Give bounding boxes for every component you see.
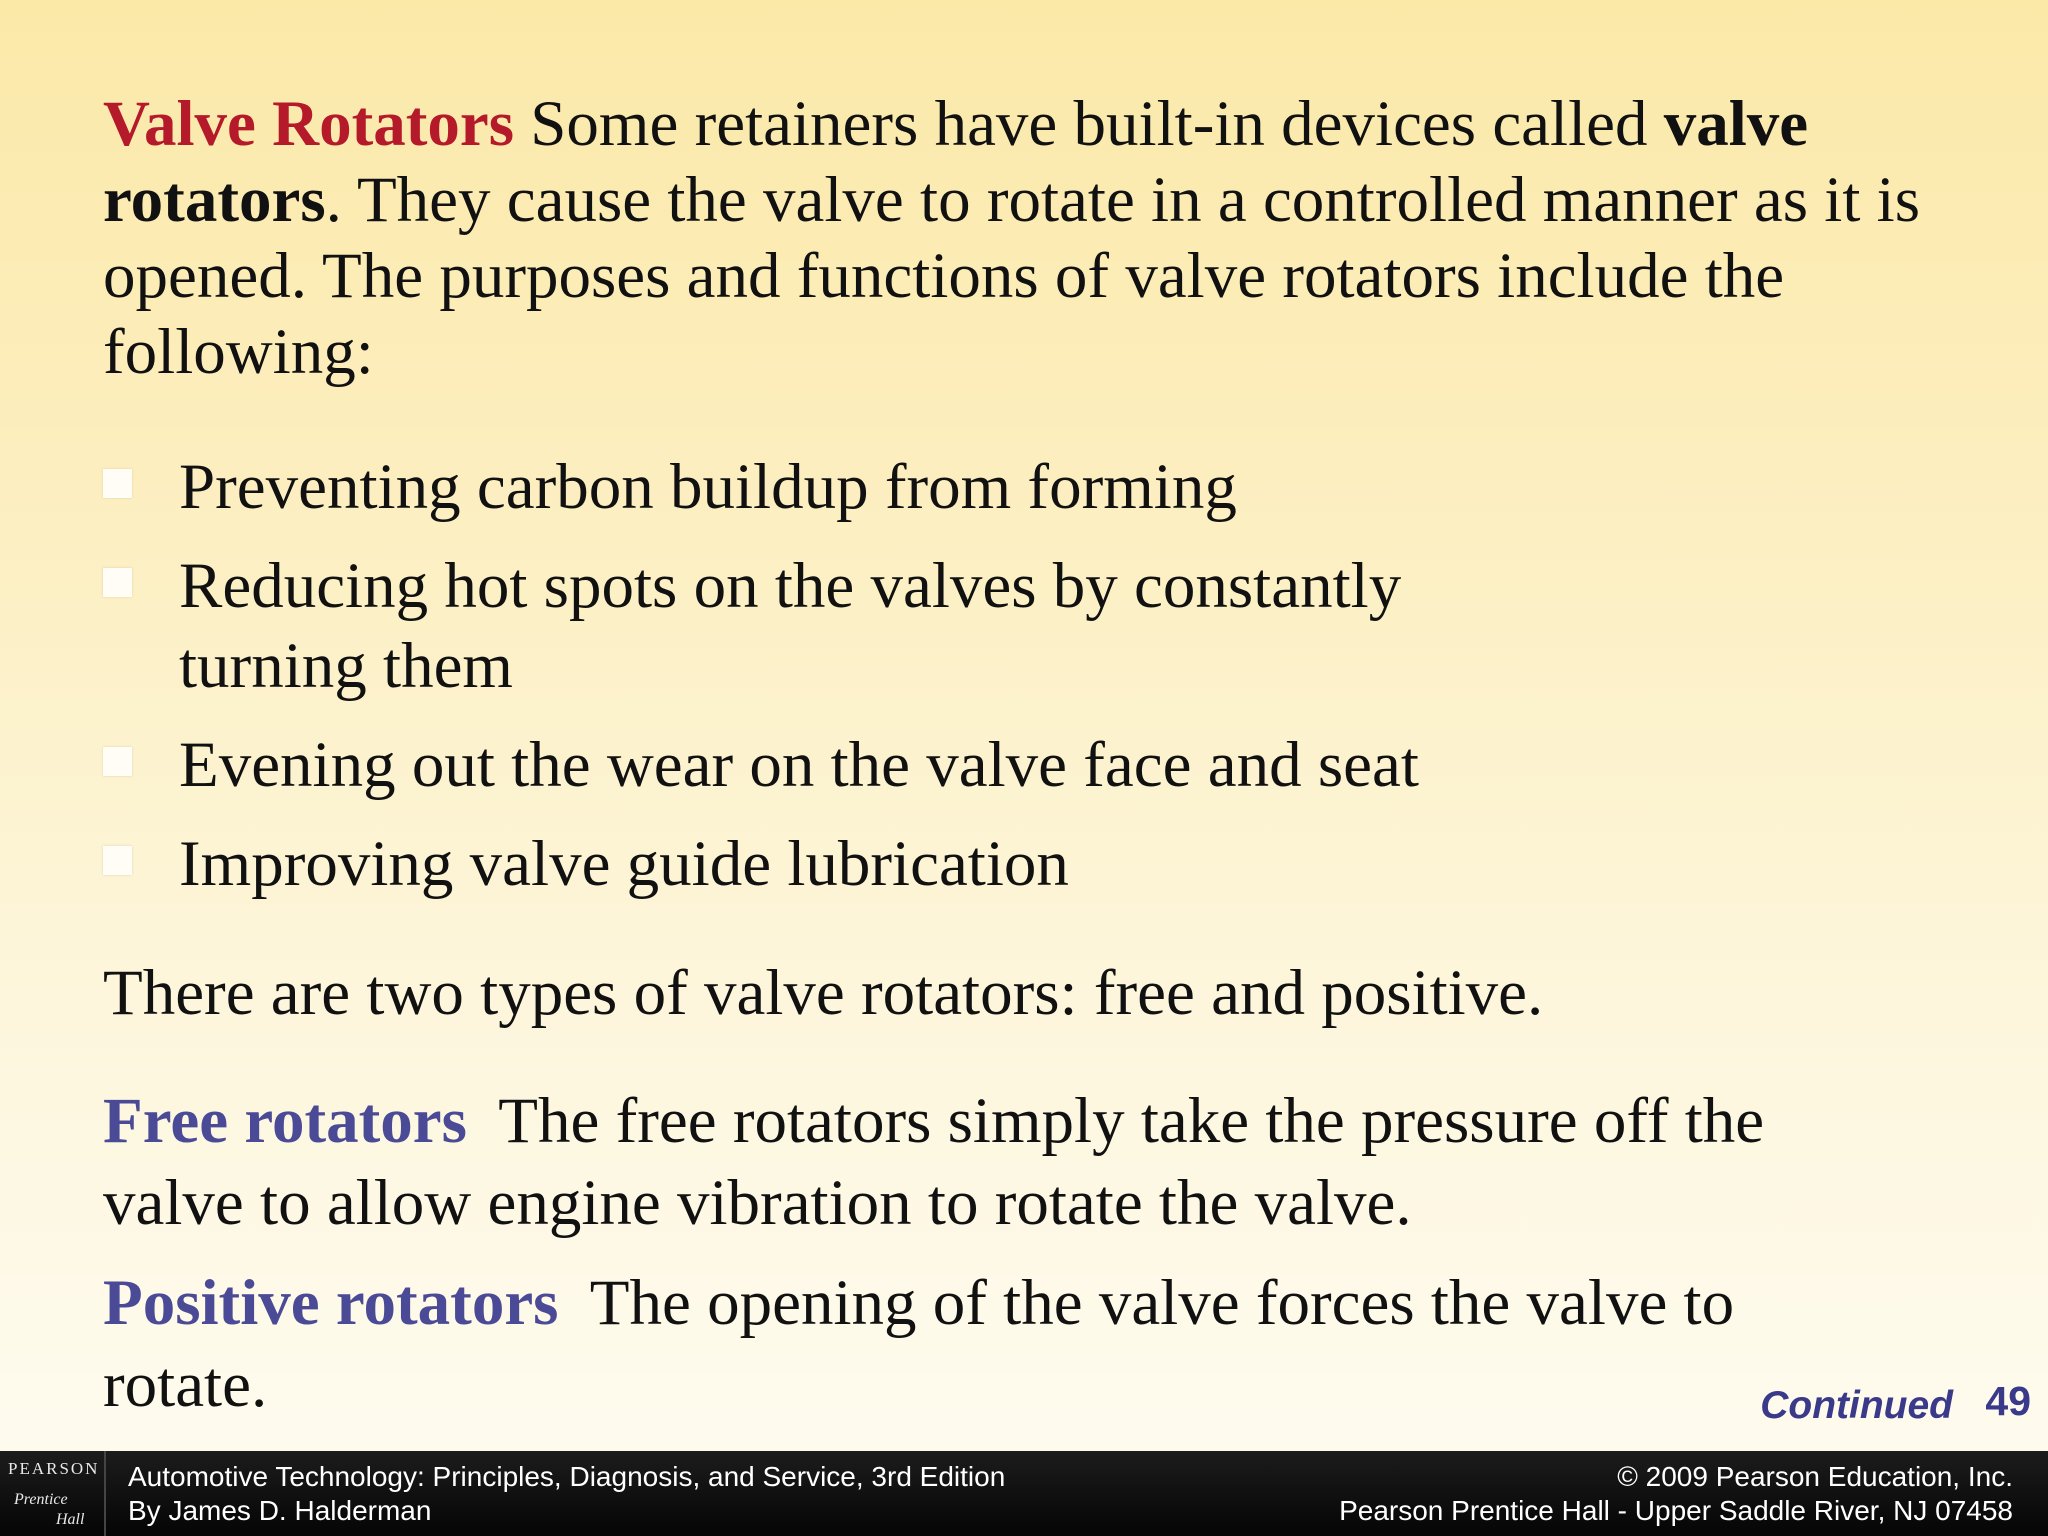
square-bullet-icon	[103, 469, 132, 498]
logo-line-2: Hall	[56, 1511, 85, 1528]
square-bullet-icon	[103, 568, 132, 597]
list-item-text: Evening out the wear on the valve face and seat	[179, 729, 1419, 801]
list-item	[100, 447, 1700, 527]
footer-book-info	[128, 1460, 1005, 1528]
page-number: 49	[1985, 1378, 2031, 1424]
intro-text-2: . They cause the valve to rotate in a controlled manner as it is opened. The purposes and functions of valve rotators include the following:	[103, 164, 1920, 388]
square-bullet-icon	[103, 747, 132, 776]
list-item	[100, 546, 1579, 706]
intro-paragraph	[103, 86, 2003, 390]
intro-text-1: Some retainers have built-in devices called	[514, 88, 1664, 160]
list-item-text: Preventing carbon buildup from forming	[179, 451, 1237, 523]
logo-brand: PEARSON	[8, 1459, 100, 1478]
list-item	[100, 725, 1700, 805]
free-rotators-term: Free rotators	[103, 1085, 467, 1157]
square-bullet-icon	[103, 846, 132, 875]
positive-rotators-text: The opening of the valve forces the valve to rotate.	[103, 1267, 1751, 1421]
positive-rotators-paragraph	[103, 1262, 1883, 1426]
list-item	[100, 824, 1700, 904]
free-rotators-text: The free rotators simply take the pressure off the valve to allow engine vibration to rotate the valve.	[103, 1085, 1781, 1239]
footer-bar	[0, 1451, 2048, 1536]
valve-rotators-bold-term: valve rotators	[103, 88, 1809, 236]
logo-line-1: Prentice	[14, 1491, 68, 1508]
footer-copyright	[1339, 1460, 2013, 1528]
purposes-list	[100, 447, 1700, 923]
footer-publisher-address: Pearson Prentice Hall - Upper Saddle River, NJ 07458	[1339, 1495, 2013, 1526]
footer-copyright-line: © 2009 Pearson Education, Inc.	[1617, 1461, 2013, 1492]
valve-rotators-heading: Valve Rotators	[103, 88, 515, 160]
continued-label: Continued	[1760, 1384, 1953, 1427]
free-rotators-paragraph	[103, 1080, 1903, 1244]
positive-rotators-term: Positive rotators	[103, 1267, 559, 1339]
list-item-text: Reducing hot spots on the valves by constantly turning them	[179, 550, 1402, 702]
pearson-prentice-hall-logo	[0, 1451, 106, 1536]
two-types-sentence: There are two types of valve rotators: free and positive.	[103, 957, 1544, 1029]
footer-author: By James D. Halderman	[128, 1495, 432, 1526]
list-item-text: Improving valve guide lubrication	[179, 828, 1069, 900]
footer-book-title: Automotive Technology: Principles, Diagnosis, and Service, 3rd Edition	[128, 1461, 1006, 1492]
